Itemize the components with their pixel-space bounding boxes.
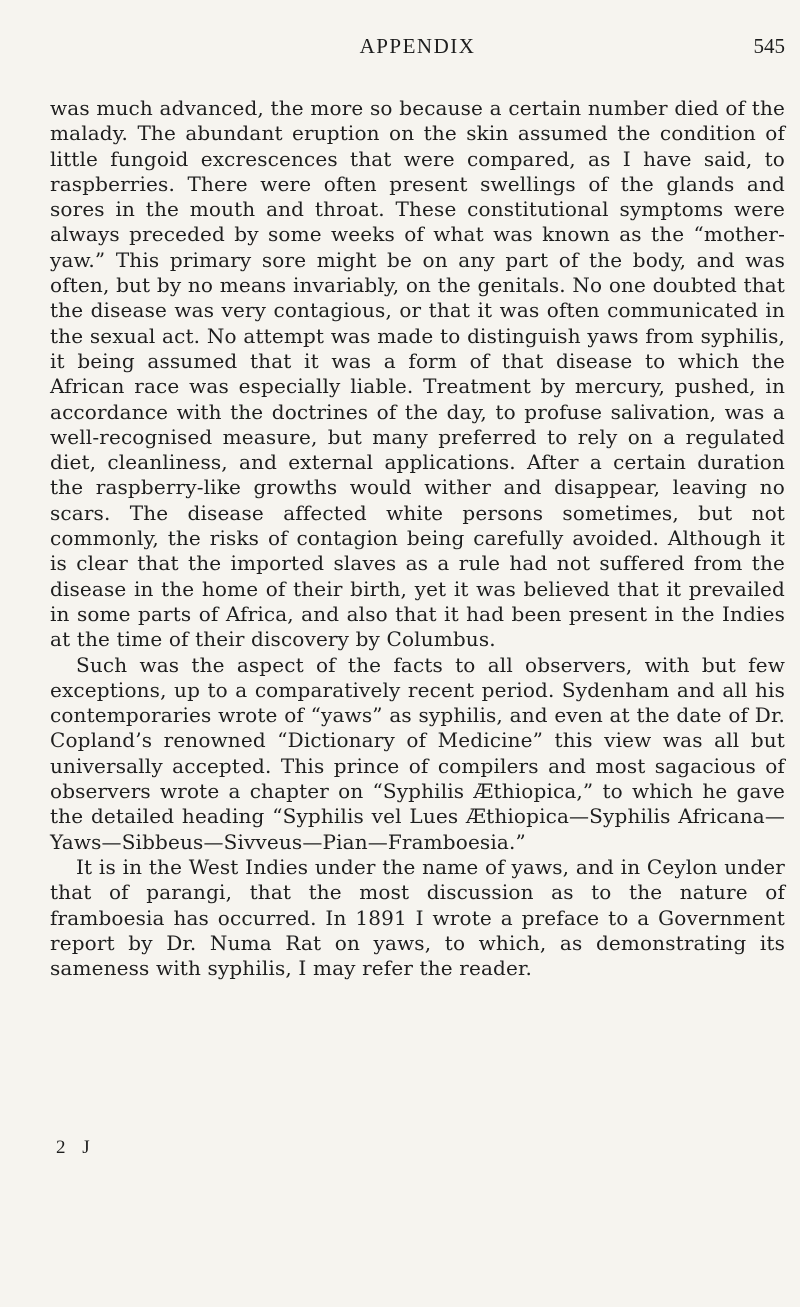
paragraph: It is in the West Indies under the name of yaws, and in Ceylon under that of parangi, that the most discussion as to the nature of framboesia has occurred. In 1891 I wrote a preface to a Government report by Dr. Numa Rat on yaws, to which, as demonstrating its sameness with syphilis, I may refer the reader.	[50, 854, 785, 981]
header-title: APPENDIX	[359, 34, 476, 58]
signature-mark: 2 J	[56, 1137, 96, 1158]
page-number: 545	[753, 34, 785, 58]
paragraph: was much advanced, the more so because a certain number died of the malady. The abundant eruption on the skin assumed the condition of little fungoid excrescences that were compared, as I have said, to raspberries. There were often present swellings of the glands and sores in the mouth and throat. These constitutional symptoms were always preceded by some weeks of what was known as the “mother-yaw.” This primary sore might be on any part of the body, and was often, but by no means invariably, on the genitals. No one doubted that the disease was very contagious, or that it was often communicated in the sexual act. No attempt was made to distinguish yaws from syphilis, it being assumed that it was a form of that disease to which the African race was especially liable. Treatment by mercury, pushed, in accordance with the doctrines of the day, to profuse salivation, was a well-recognised measure, but many preferred to rely on a regulated diet, cleanliness, and external applications. After a certain duration the raspberry-like growths would wither and disappear, leaving no scars. The disease affected white persons sometimes, but not commonly, the risks of contagion being carefully avoided. Although it is clear that the imported slaves as a rule had not suffered from the disease in the home of their birth, yet it was believed that it prevailed in some parts of Africa, and also that it had been present in the Indies at the time of their discovery by Columbus.	[50, 96, 785, 652]
running-head	[50, 34, 785, 70]
paragraph: Such was the aspect of the facts to all observers, with but few exceptions, up to a comparatively recent period. Sydenham and all his contemporaries wrote of “yaws” as syphilis, and even at the date of Dr. Copland’s renowned “Dictionary of Medicine” this view was all but universally accepted. This prince of compilers and most sagacious of observers wrote a chapter on “Syphilis Æthiopica,” to which he gave the detailed heading “Syphilis vel Lues Æthiopica—Syphilis Africana—Yaws—Sibbeus—Sivveus—Pian—Framboesia.”	[50, 652, 785, 854]
body-text	[50, 96, 785, 981]
